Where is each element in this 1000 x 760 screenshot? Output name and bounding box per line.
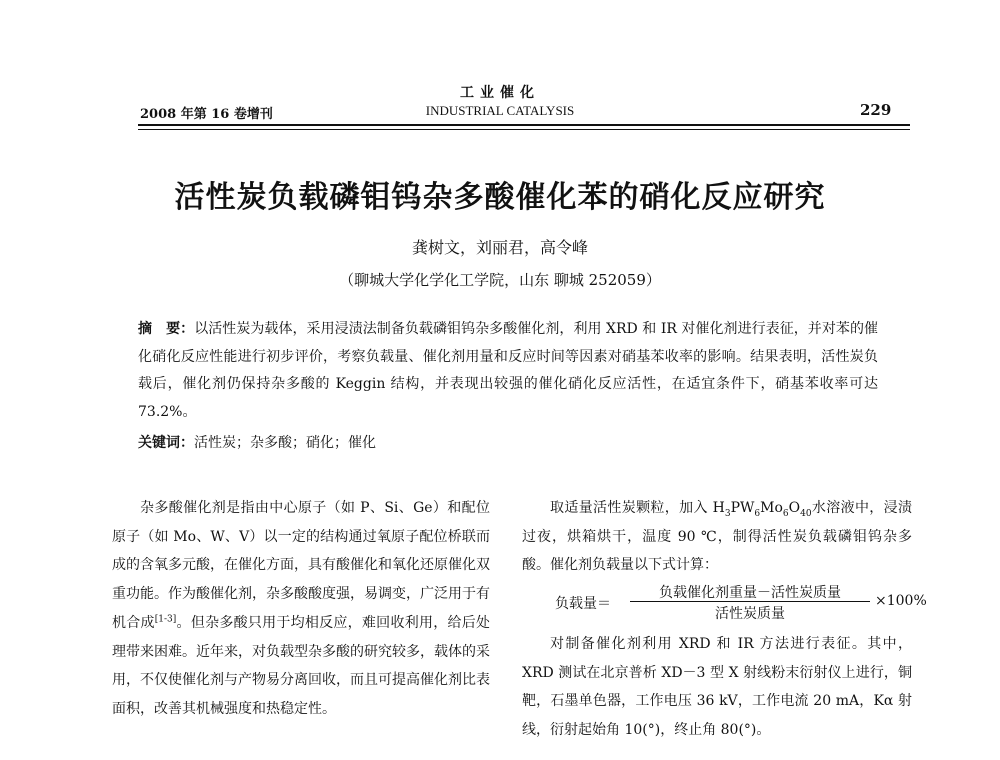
keywords-text: 活性炭；杂多酸；硝化；催化 [194, 435, 376, 451]
journal-name-en: INDUSTRIAL CATALYSIS [425, 103, 575, 118]
abstract-label: 摘 要： [138, 321, 195, 337]
formula-sub: 40 [800, 508, 812, 519]
header-rule-thick [138, 124, 910, 126]
prep-text-end: 水溶液中，浸渍过夜，烘箱烘干，温度 90 ℃，制得活性炭负载磷钼钨杂多酸。催化剂负载量以下式计算： [522, 500, 912, 574]
formula-denominator: 活性炭质量 [715, 606, 785, 622]
prep-paragraph [522, 494, 912, 580]
formula-multiplier: ×100% [875, 593, 927, 609]
issue-info: 2008 年第 16 卷增刊 [140, 107, 273, 122]
body-column-right-continued [522, 630, 912, 745]
paper-authors: 龚树文，刘丽君，高令峰 [411, 238, 588, 257]
citation-ref: [1-3] [154, 614, 177, 625]
paper-affiliation: （聊城大学化学化工学院，山东 聊城 252059） [339, 271, 661, 289]
loading-formula [555, 582, 927, 624]
formula-name: 负载量＝ [555, 596, 611, 612]
formula-numerator: 负载催化剂重量－活性炭质量 [659, 585, 841, 601]
fraction-bar [630, 601, 870, 602]
characterization-paragraph: 对制备催化剂利用 XRD 和 IR 方法进行表征。其中，XRD 测试在北京普析 XD－3 型 X 射线粉末衍射仪上进行，铜靶，石墨单色器，工作电压 36 kV，工作电流 20 mA，Kα 射线，衍射起始角 10(°)，终止角 80(°)。 [522, 636, 912, 739]
header-rule-thin [138, 129, 910, 130]
body-column-left [112, 494, 490, 724]
intro-text-part2: 。但杂多酸只用于均相反应，难回收利用，给后处理带来困难。近年来，对负载型杂多酸的研究较多，载体的采用，不仅使催化剂与产物易分离回收，而且可提高催化剂比表面积，改善其机械强度和热稳定性。 [112, 614, 491, 717]
body-column-right [522, 494, 912, 580]
intro-paragraph [112, 494, 490, 724]
keywords [138, 432, 878, 452]
paper-title: 活性炭负载磷钼钨杂多酸催化苯的硝化反应研究 [174, 180, 826, 215]
abstract [138, 316, 878, 426]
formula-sub: 6 [782, 508, 789, 519]
abstract-text: 以活性炭为载体，采用浸渍法制备负载磷钼钨杂多酸催化剂，利用 XRD 和 IR 对催化剂进行表征，并对苯的催化硝化反应性能进行初步评价，考察负载量、催化剂用量和反应时间等因素对硝基苯收率的影响。结果表明，活性炭负载后，催化剂仍保持杂多酸的 Keggin 结构，并表现出较强的催化硝化反应活性，在适宜条件下，硝基苯收率可达 73.2%。 [138, 321, 878, 420]
page-number: 229 [860, 101, 892, 119]
formula-part: O [788, 500, 801, 516]
formula-sub: 3 [724, 508, 731, 519]
prep-text-start: 取适量活性炭颗粒，加入 H [550, 500, 725, 516]
formula-part: PW [730, 500, 755, 516]
formula-sub: 6 [754, 508, 761, 519]
keywords-label: 关键词： [138, 435, 194, 451]
journal-header [0, 85, 1000, 119]
journal-name-cn: 工业催化 [460, 85, 540, 101]
formula-part: Mo [760, 500, 783, 516]
intro-text-part1: 杂多酸催化剂是指由中心原子（如 P、Si、Ge）和配位原子（如 Mo、W、V）以一定的结构通过氧原子配位桥联而成的含氧多元酸，在催化方面，具有酸催化和氧化还原催化双重功能。作为酸催化剂，杂多酸酸度强，易调变，广泛用于有机合成 [112, 500, 490, 631]
